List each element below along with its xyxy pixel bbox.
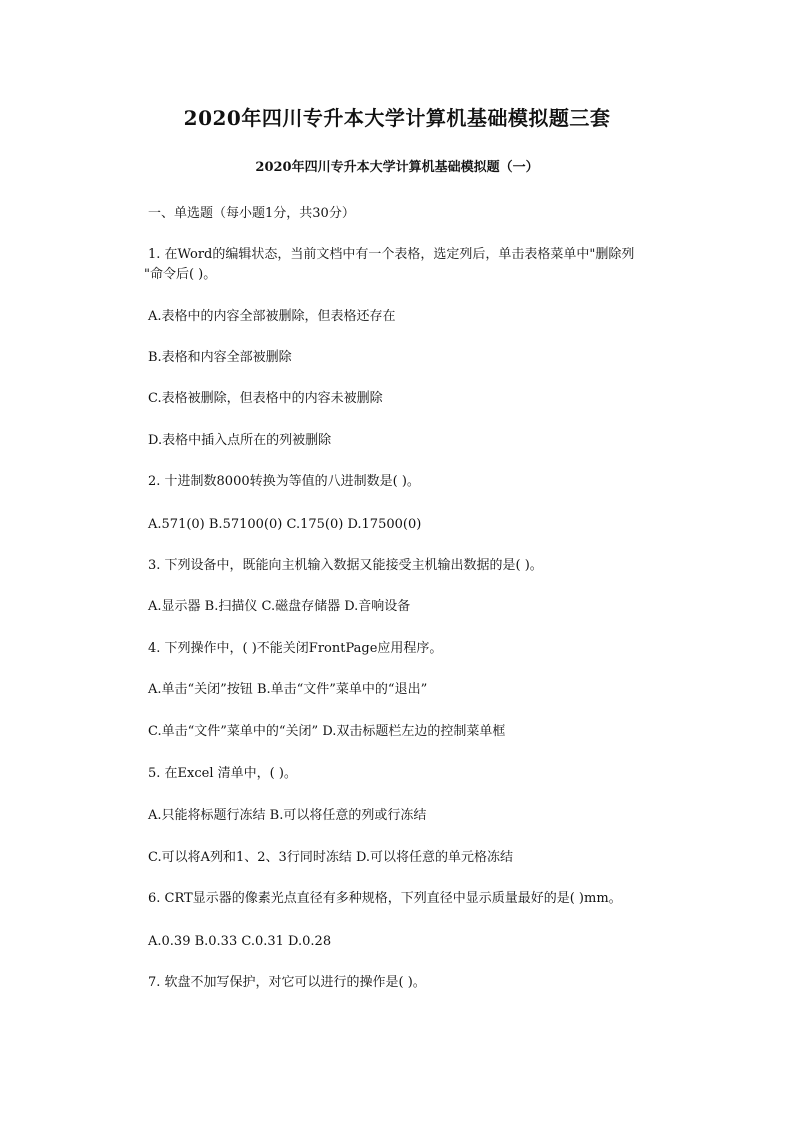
question-5-options-line1: A.只能将标题行冻结 B.可以将任意的列或行冻结 (148, 808, 427, 823)
question-3-options: A.显示器 B.扫描仪 C.磁盘存储器 D.音响设备 (148, 599, 411, 614)
question-1-option-a: A.表格中的内容全部被删除，但表格还存在 (148, 309, 396, 324)
question-6-stem: 6. CRT显示器的像素光点直径有多种规格，下列直径中显示质量最好的是( )mm。 (148, 891, 622, 906)
question-6-options: A.0.39 B.0.33 C.0.31 D.0.28 (148, 934, 332, 949)
section-heading: 一、单选题（每小题1分，共30分） (148, 206, 355, 221)
question-1-option-b: B.表格和内容全部被删除 (148, 350, 292, 365)
question-1-stem-line2: "命令后( )。 (144, 267, 217, 282)
question-2-stem: 2. 十进制数8000转换为等值的八进制数是( )。 (148, 474, 420, 489)
question-5-stem: 5. 在Excel 清单中，( )。 (148, 766, 297, 781)
question-2-options: A.571(0) B.57100(0) C.175(0) D.17500(0) (148, 517, 422, 532)
question-1-option-c: C.表格被删除，但表格中的内容未被删除 (148, 391, 383, 406)
question-3-stem: 3. 下列设备中，既能向主机输入数据又能接受主机输出数据的是( )。 (148, 558, 543, 573)
question-4-options-line1: A.单击“关闭”按钮 B.单击“文件”菜单中的“退出” (148, 682, 428, 697)
document-title: 2020年四川专升本大学计算机基础模拟题三套 (183, 106, 611, 130)
question-1-stem-line1: 1. 在Word的编辑状态，当前文档中有一个表格，选定列后，单击表格菜单中"删除列 (148, 247, 635, 262)
question-7-stem: 7. 软盘不加写保护，对它可以进行的操作是( )。 (148, 975, 426, 990)
document-subtitle: 2020年四川专升本大学计算机基础模拟题（一） (255, 160, 539, 175)
question-1-option-d: D.表格中插入点所在的列被删除 (148, 433, 332, 448)
question-5-options-line2: C.可以将A列和1、2、3行同时冻结 D.可以将任意的单元格冻结 (148, 850, 514, 865)
question-4-options-line2: C.单击“文件”菜单中的“关闭” D.双击标题栏左边的控制菜单框 (148, 724, 506, 739)
question-4-stem: 4. 下列操作中，( )不能关闭FrontPage应用程序。 (148, 641, 443, 656)
